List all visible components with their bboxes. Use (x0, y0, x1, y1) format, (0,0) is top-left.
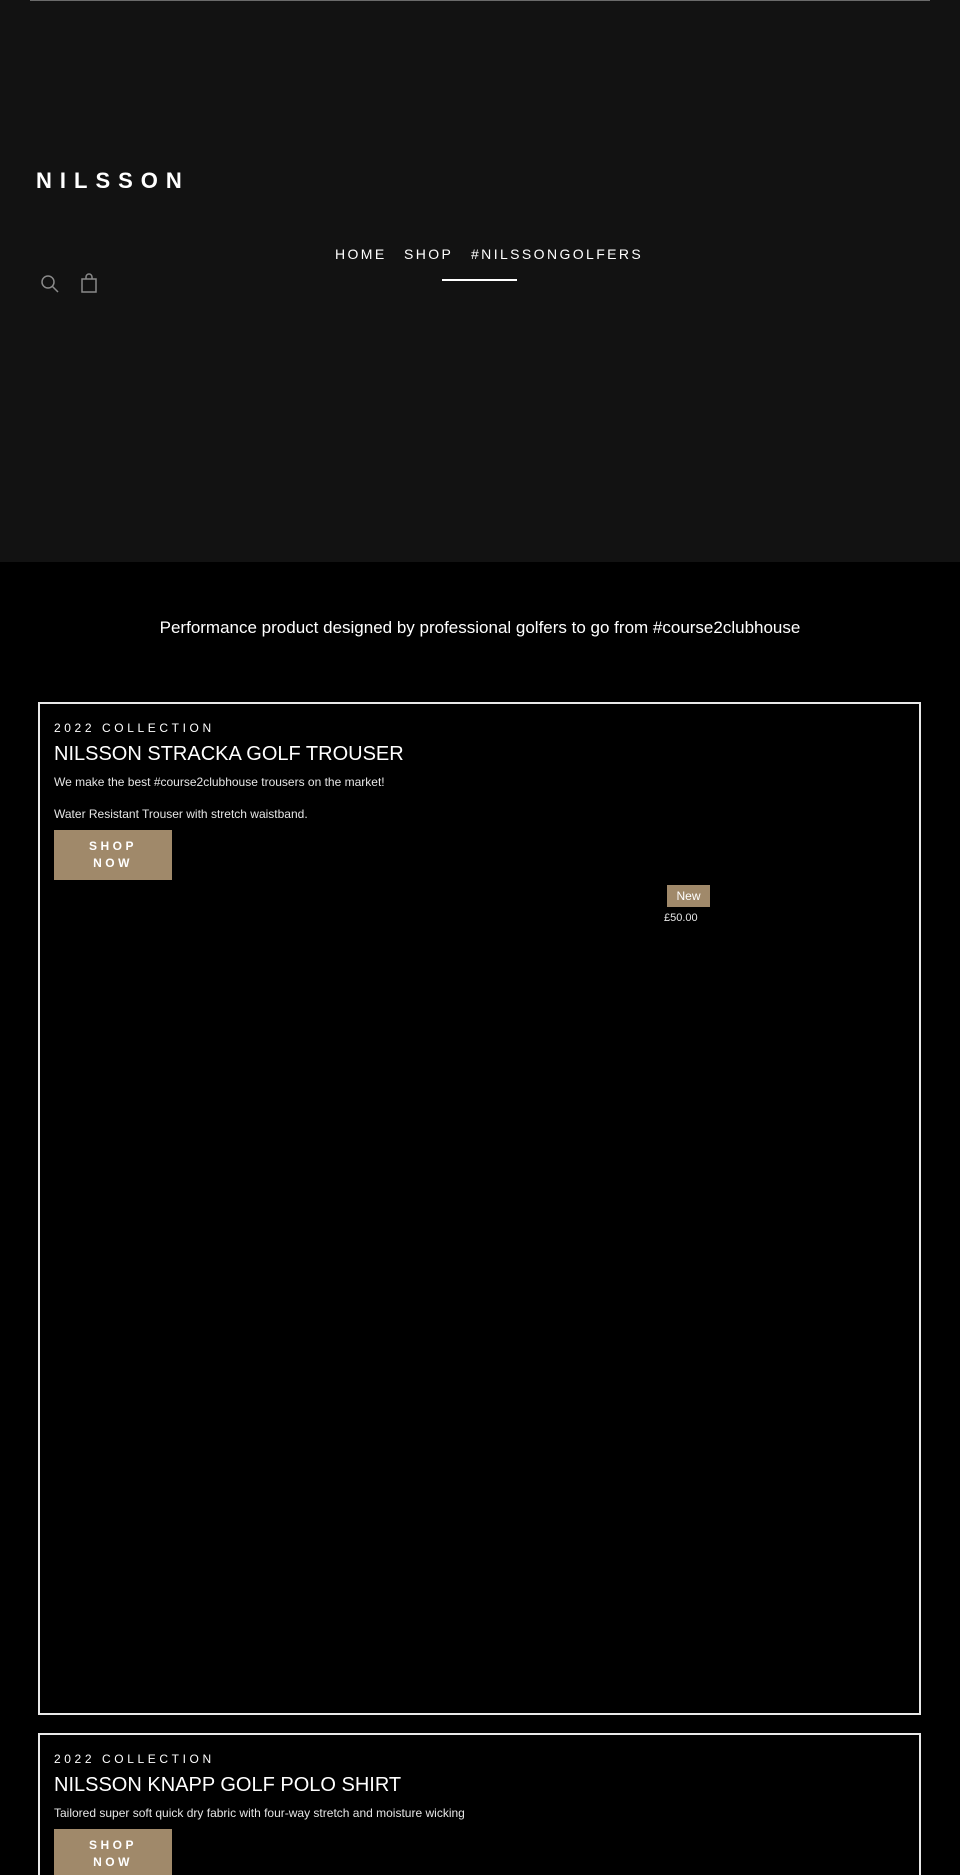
shop-now-button[interactable]: SHOP NOW (54, 1829, 172, 1875)
header-top-divider (30, 0, 930, 1)
nav-item-shop[interactable]: SHOP (404, 246, 454, 262)
main-nav (0, 246, 960, 286)
nav-item-home[interactable]: HOME (335, 246, 387, 262)
active-nav-indicator (442, 279, 517, 281)
feature-card-trouser (38, 702, 921, 1715)
feature-card-polo (38, 1733, 921, 1875)
feature-description: We make the best #course2clubhouse trousers on the market! (54, 775, 385, 789)
feature-title: NILSSON KNAPP GOLF POLO SHIRT (54, 1774, 402, 1796)
product-price: £50.00 (664, 912, 698, 924)
collection-label: 2022 COLLECTION (54, 721, 215, 735)
collection-label: 2022 COLLECTION (54, 1752, 215, 1766)
site-header (0, 0, 960, 562)
brand-tagline: Performance product designed by professional golfers to go from #course2clubhouse (159, 618, 801, 637)
cart-icon[interactable] (77, 272, 101, 296)
feature-subdescription: Water Resistant Trouser with stretch waistband. (54, 807, 308, 821)
nav-item-nilssongolfers[interactable]: #NILSSONGOLFERS (471, 246, 644, 262)
site-logo[interactable]: NILSSON (36, 168, 190, 193)
feature-description: Tailored super soft quick dry fabric with four-way stretch and moisture wicking (54, 1806, 465, 1820)
shop-now-button[interactable]: SHOP NOW (54, 830, 172, 880)
feature-title: NILSSON STRACKA GOLF TROUSER (54, 743, 404, 765)
new-badge: New (667, 885, 710, 907)
search-icon[interactable] (38, 272, 62, 296)
